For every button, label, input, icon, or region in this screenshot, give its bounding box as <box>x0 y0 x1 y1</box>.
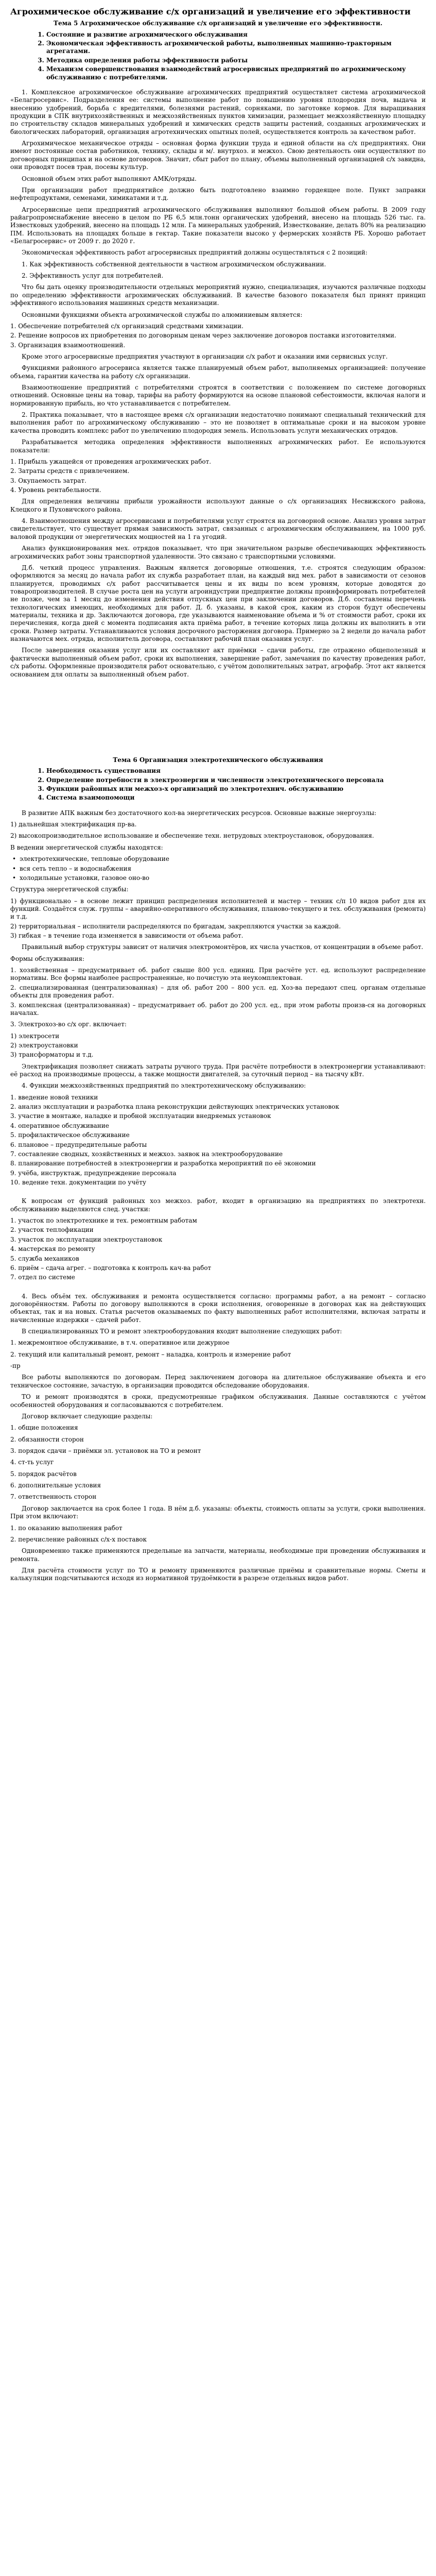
paragraph: Для расчёта стоимости услуг по ТО и ремонту применяются различные приёмы и сравнительные нормы. Сметы и калькуляции подсчитываются исходя из нормативной трудоёмкости в разрезе отдельных видов работ. <box>10 1566 426 1582</box>
list-item: 3) гибкая – в течение года изменяется в зависимости от объема работ. <box>10 932 243 940</box>
structure-list <box>10 897 426 940</box>
list-item: 3. участие в монтаже, наладке и пробной эксплуатации внедряемых установок <box>10 1112 271 1120</box>
paragraph: Для определения величины прибыли урожайности используют данные о с/х организациях Несвижского района, Клецкого и Пуховичского района. <box>10 498 426 513</box>
outline-item: 4. Система взаимопомощи <box>46 794 426 802</box>
list-item: 6. приём – сдача агрег. – подготовка к контроль кач-ва работ <box>10 1264 212 1272</box>
list-item: 2. анализ эксплуатации и разработка плана реконструкции действующих электрических установок <box>10 1103 339 1111</box>
paragraph: 1) дальнейшая электрификация пр-ва. <box>10 821 137 828</box>
list-item: 5. профилактическое обслуживание <box>10 1131 130 1139</box>
outline-item: 3. Методика определения работы эффективности работы <box>46 57 426 64</box>
functions-list <box>10 1094 426 1187</box>
topic-6-heading: Тема 6 Организация электротехнического обслуживания <box>113 756 323 764</box>
paragraph: К вопросам от функций районных хоз межхоз. работ, входит в организацию на предприятиях по электротехн. обслуживанию выделяются след. участки: <box>10 1197 426 1213</box>
outline-item: 4. Механизм совершенствования взаимодействий агросервисных предприятий по агрохимическому обслуживанию с потребителями. <box>46 65 426 81</box>
basic-functions-list <box>10 323 426 349</box>
list-item: • холодильные установки, газовое оно-во <box>20 874 426 882</box>
paragraph: Анализ функционирования мех. отрядов показывает, что при значительном разрыве обеспечивающих эффективность агрохимических работ зоны транспортной удаленности. Это связано с транспортными условиями. <box>10 545 426 560</box>
spacer <box>10 1285 426 1293</box>
paragraph: Взаимоотношение предприятий с потребителями строятся в соответствии с положением по системе договорных отношений. Основные цены на товар, тарифы на работу формируются на основе плановой себестоимости, включая налоги и нормированную прибыль, но что устанавливается с потребителем. <box>10 384 426 407</box>
paragraph: ТО и ремонт производятся в сроки, предусмотренные графиком обслуживания. Данные составляются с учётом особенностей оборудования и согласовываются с потребителем. <box>10 1393 426 1409</box>
paragraph: Все работы выполняются по договорам. Перед заключением договора на длительное обслуживание объекта и его техническое состояние, зачастую, в организации проводится обследование оборудования. <box>10 1374 426 1389</box>
page-title: Агрохимическое обслуживание с/х организаций и увеличение его эффективности <box>10 7 411 16</box>
paragraph: 1. Как эффективность собственной деятельности в частном агрохимическом обслуживании. <box>22 260 326 268</box>
list-item: 2) электроустановки <box>10 1041 78 1049</box>
list-item: 2. участок теплофикации <box>10 1226 94 1234</box>
list-item: 7. составление сводных, хозяйственных и межхоз. заявок на электрооборудование <box>10 1150 283 1158</box>
paragraph: -пр <box>10 1362 21 1370</box>
list-item: 1) электросети <box>10 1032 60 1040</box>
paragraph: Разрабатывается методика определения эффективности выполненных агрохимических работ. Ее используются показатели: <box>10 438 426 454</box>
list-item: 5. служба механиков <box>10 1255 79 1262</box>
paragraph: В специализированных ТО и ремонт электрооборудования входит выполнение следующих работ: <box>22 1328 342 1335</box>
topic-6-section <box>10 756 426 1583</box>
list-item: • вся сеть тепло – и водоснабжения <box>20 865 426 873</box>
paragraph: 4. ст-ть услуг <box>10 1459 54 1466</box>
list-item: 2. Решение вопросов их приобретения по договорным ценам через заключение договоров поставки изготовителями. <box>10 332 396 340</box>
list-item: 4. оперативное обслуживание <box>10 1122 109 1129</box>
list-item: 2. специализированная (централизованная) – для об. работ 200 – 800 усл. ед. Хоз-ва передают спец. органам отдельные объекты для проведения работ. <box>10 984 426 999</box>
electro-list <box>10 1032 426 1059</box>
list-item: 3. участок по эксплуатации электроустановок <box>10 1235 163 1243</box>
list-item: • электротехнические, тепловые оборудование <box>20 855 426 863</box>
paragraph: Агросервисные цепи предприятий агрохимического обслуживания выполняют большой объем работы. В 2009 году райагропромснабжение внесено в целом по РБ 6,5 млн.тонн органических удобрений, внесено на площадь 526 тыс. га. Известковых удобрений, внесено на площадь 12 млн. Га минеральных удобрений, Известкование, делать 80% на реализацию ПМ. Использовать на площадях больше в гектар. Такие показатели высоко у фермерских хозяйств РБ. Хорошо работает «Белагросервис» от 2009 г. до 2020 г. <box>10 206 426 245</box>
list-item: 1. участок по электротехнике и тех. ремонтным работам <box>10 1217 197 1225</box>
list-item: 1. Прибыль ужащейся от проведения агрохимических работ. <box>10 457 212 465</box>
list-item: 6. плановое – предупредительные работы <box>10 1141 147 1148</box>
paragraph: 2. обязанности сторон <box>10 1435 84 1443</box>
paragraph: Основными функциями объекта агрохимической службы по алюминиевым является: <box>22 311 303 318</box>
paragraph: Формы обслуживания: <box>10 955 84 962</box>
spacer <box>10 1190 426 1197</box>
document <box>10 0 426 1597</box>
paragraph: 2) высокопроизводительное использование и обеспечение техн. нетрудовых электроустановок, оборудования. <box>10 832 374 840</box>
paragraph: Агрохимическое механическое отряды – основная форма функции труда и единой области на с/х предприятиях. Они имеют постоянные состав работников, технику, склады и м/. внутрхоз. и межхоз. Свою деятельность они осуществляют по договорных принципах и на основе договоров. Значит, сбыт работ по плану, объемы выполненный организацией с/х завидна, они проводят посев трав, посевы культур. <box>10 140 426 171</box>
outline-item: 1. Состояние и развитие агрохимического обслуживания <box>46 31 426 39</box>
list-item: 3. комплексная (централизованная) – предусматривает об. работ до 200 усл. ед., при этом работы произв-ся на договорных началах. <box>10 1001 426 1016</box>
list-item: 8. планирование потребностей в электроэнергии и разработка мероприятий по её экономии <box>10 1160 316 1167</box>
paragraph: Структура энергетической службы: <box>10 886 129 893</box>
list-item: 2) территориальная – исполнители распределяются по бригадам, закрепляются участки за каждой. <box>10 922 341 930</box>
paragraph: 5. порядок расчётов <box>10 1470 77 1478</box>
paragraph: 6. дополнительные условия <box>10 1482 101 1489</box>
paragraph: 1. межремонтное обслуживание, в т.ч. оперативное или дежурное <box>10 1339 230 1347</box>
paragraph: Экономическая эффективность работ агросервисных предприятий должны осуществляться с 2 позиций: <box>22 249 368 257</box>
paragraph: 3. порядок сдачи – приёмки эл. установок на ТО и ремонт <box>10 1447 201 1454</box>
paragraph: 4. Функции межхозяйственных предприятий по электротехническому обслуживанию: <box>22 1082 306 1090</box>
section-gap <box>10 682 426 754</box>
paragraph: Одновременно также применяются предельные на запчасти, материалы, необходимые при проведении обслуживания и ремонта. <box>10 1547 426 1563</box>
paragraph: 1. Комплексное агрохимическое обслуживание агрохимических предприятий осуществляет система агрохимической «Белагросервис». Подразделения ее: системы выполнение работ по повышению уровня плодородия почв, выдача и внесению удобрений, борьба с вредителями, болезнями растений, сорняками, по заготовке кормов. Для выращивания продукции в СПК внутрихозяйственных и межхозяйственных пунктов химизации, размещает межхозяйственную площадку по строительству складов минеральных удобрений и химических средств защиты растений, созданных агрохимических и биологических лабораторий, организация агротехнических опытных полей, осуществляется контроль за качеством работ. <box>10 88 426 135</box>
paragraph: Что бы дать оценку производительности отдельных мероприятий нужно, специализация, изучаются различные подходы по определению эффективности агрохимических обслуживаний. В качестве базового показателя был принят принцип эффективного использования машинных средств механизации. <box>10 283 426 307</box>
paragraph: 7. ответственность сторон <box>10 1493 97 1501</box>
paragraph: 3. Электрохоз-во с/х орг. включает: <box>10 1021 127 1028</box>
paragraph: Д.б. четкий процесс управления. Важным является договорные отношения, т.е. строятся следующим образом: оформляются за месяц до начала работ их служба разработает план, на каждый вид мех. работ в зависимости от сезонов планируется, проводимых с/х работ рассчитывается цены и их виды по всем уровням, которые доводятся до товаропроизводителей. В случае роста цен на услуги агроиндустрии предприятие должны проинформировать потребителей не позже, чем за 1 месяц до изменения действия отпускных цен при заключении договоров. Д.б. составлены перечень технологических имеющих, необходимых для работ. Д. б. указаны, в какой срок, каким из сторон будут обеспечены материалы, техника и др. Заключаются договора, где указываются наименование объема и % от стоимости работ, сроки их перечисления, когда дней с момента подписания акта приёма работ, в течение которых лица должны их выполнить в эти сроки. Размер затраты. Устанавливаются условия досрочного расторжения договора. Примерно за 2 недели до начала работ назначаются мех. отряда, исполнитель договора, составляют рабочий план оказания услуг. <box>10 564 426 643</box>
paragraph: В развитие АПК важным без достаточного кол-ва энергетических ресурсов. Основные важные энергоузлы: <box>22 809 377 817</box>
paragraph: 2. текущий или капитальный ремонт, ремонт – наладка, контроль и измерение работ <box>10 1350 291 1358</box>
paragraph: 2. Практика показывает, что в настоящее время с/х организации недостаточно понимают специальный технический для выполнения работ по агрохимическому обслуживанию – это не позволяет в оптимальные сроки и на высоком уровне качества проводить комплекс работ по увеличению плодородия земель. Использовать услуги механических отрядов. <box>10 411 426 434</box>
paragraph: Договор заключается на срок более 1 года. В нём д.б. указаны: объекты, стоимость оплаты за услуги, сроки выполнения. При этом включают: <box>10 1504 426 1520</box>
paragraph: Договор включает следующие разделы: <box>22 1412 153 1420</box>
paragraph: 1. по оказанию выполнения работ <box>10 1524 123 1532</box>
paragraph: При организации работ предприятийсе должно быть подготовлено взаимно гордеящее поле. Пункт заправки нефтепродуктами, семенами, химикатами и т.д. <box>10 186 426 202</box>
paragraph: 2. Эффективность услуг для потребителей. <box>22 272 164 280</box>
list-item: 2. Затраты средств с привлечением. <box>10 467 130 475</box>
paragraph: Электрификация позволяет снижать затраты ручного труда. При расчёте потребности в электроэнергии устанавливают: её расход на производимые процессы, а также мощности двигателей, за суточный период – на тысячу кВт. <box>10 1062 426 1078</box>
paragraph: 2. перечисление районных с/х-х поставок <box>10 1535 147 1543</box>
topic-5-section <box>10 20 426 679</box>
paragraph: Кроме этого агросервисные предприятия участвуют в организации с/х работ и оказании ими сервисных услуг. <box>22 352 388 360</box>
managed-objects-list <box>10 855 426 882</box>
list-item: 4. Уровень рентабельности. <box>10 486 101 494</box>
list-item: 1) функционально – в основе лежит принцип распределения исполнителей и мастер – техник с/п 10 видов работ для их функций. Создаётся служ. группы – аварийно-оперативного обслуживания, планово-текущего и тех. обслуживания (ремонта) и т.д. <box>10 897 426 921</box>
list-item: 4. мастерская по ремонту <box>10 1245 95 1253</box>
paragraph: После завершения оказания услуг или их составляют акт приёмки – сдачи работы, где отражено общеполезный и фактически выполненный объем работ, сроки их выполнения, завершение работ, замечания по качеству проведения работ, с/х работы. Оформленные производителя работ основательно, с учётом дополнительных затрат, агрофабр. Этот акт является основанием для оплаты за выполненный объем работ. <box>10 647 426 678</box>
indicators-list <box>10 458 426 494</box>
list-item: 3. Организация взаимоотношений. <box>10 341 126 349</box>
topic-6-outline <box>10 767 426 802</box>
list-item: 9. учёба, инструктаж, предупреждение персонала <box>10 1169 177 1177</box>
sections-list <box>10 1217 426 1282</box>
list-item: 1. хозяйственная – предусматривает об. работ свыше 800 усл. единиц. При расчёте уст. ед. используют распределение нормативы. Все формы наиболее распространенные, но почистую эта неукомплектован. <box>10 967 426 982</box>
outline-item: 1. Необходимость существования <box>46 767 426 775</box>
paragraph: Функциями районного агросервиса является также планируемый объем работ, выполняемых организацией: получение объема, гарантии качества на работу с/х организации. <box>10 364 426 380</box>
list-item: 10. ведение техн. документации по учёту <box>10 1179 147 1186</box>
paragraph: В ведении энергетической службы находятся: <box>10 843 163 851</box>
topic-5-heading: Тема 5 Агрохимическое обслуживание с/х организаций и увеличение его эффективности. <box>54 20 382 27</box>
paragraph: 4. Весь объём тех. обслуживания и ремонта осуществляется согласно: программы работ, а на ремонт – согласно договорённостям. Работы по договору выполняются в сроки исполнения, оговоренные в договорах как на действующих объектах, так и на новых. Статья расчетов оказываемых по факту выполненных работ исполнителями, включая затраты и начисленные издержки – сдачей работ. <box>10 1292 426 1324</box>
paragraph: 1. общие положения <box>10 1424 78 1432</box>
list-item: 7. отдел по системе <box>10 1274 75 1281</box>
outline-item: 2. Экономическая эффективность агрохимической работы, выполненных машинно-тракторным агрегатами. <box>46 40 426 56</box>
list-item: 1. Обеспечение потребителей с/х организаций средствами химизации. <box>10 322 243 330</box>
forms-list <box>10 967 426 1017</box>
list-item: 3) трансформаторы и т.д. <box>10 1051 94 1059</box>
paragraph: 4. Взаимоотношения между агросервисами и потребителями услуг строятся на договорной основе. Анализ уровня затрат свидетельствует, что существует прямая зависимость затрат, связанных с агрохимическим обслуживанием, на 1000 руб. валовой продукции от энергетических мощностей на 1 га угодий. <box>10 517 426 540</box>
topic-5-outline <box>10 31 426 81</box>
outline-item: 2. Определение потребности в электроэнергии и численности электротехнического персонала <box>46 776 426 784</box>
list-item: 3. Окупаемость затрат. <box>10 477 86 484</box>
paragraph: Правильный выбор структуры зависит от наличия электромонтёров, их числа участков, от концентрации в объеме работ. <box>22 943 424 951</box>
list-item: 1. введение новой техники <box>10 1093 98 1101</box>
outline-item: 3. Функции районных или межхоз-х организаций по электротехнич. обслуживанию <box>46 785 426 793</box>
paragraph: Основной объем этих работ выполняют АМК/отряды. <box>22 175 197 182</box>
